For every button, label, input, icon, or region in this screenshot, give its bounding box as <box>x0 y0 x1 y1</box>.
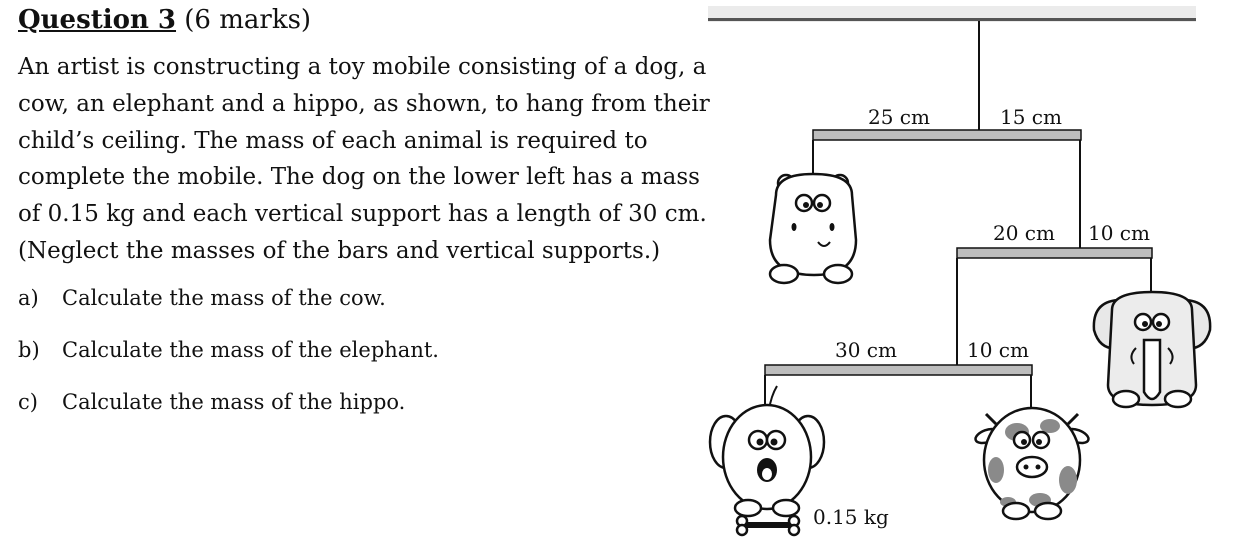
question-line: complete the mobile. The dog on the lower left has a mass <box>18 164 700 191</box>
top-bar-left-label: 25 cm <box>868 105 930 129</box>
hippo-icon <box>770 174 856 283</box>
part-label: a) <box>18 285 39 310</box>
part-label: b) <box>18 337 40 362</box>
question-line: An artist is constructing a toy mobile consisting of a dog, a <box>18 54 707 80</box>
part-text: Calculate the mass of the elephant. <box>62 337 439 362</box>
top-bar <box>813 130 1081 140</box>
dog-mass-label: 0.15 kg <box>813 505 889 529</box>
part-text: Calculate the mass of the cow. <box>62 285 386 310</box>
question-line: child’s ceiling. The mass of each animal is required to <box>18 127 648 154</box>
middle-bar <box>957 248 1152 258</box>
top-bar-right-label: 15 cm <box>1000 105 1062 129</box>
bottom-bar <box>765 365 1032 375</box>
question-marks: (6 marks) <box>184 5 312 35</box>
bottom-bar-left-label: 30 cm <box>835 338 897 362</box>
middle-bar-right-label: 10 cm <box>1088 221 1150 245</box>
ceiling <box>708 6 1196 22</box>
dog-icon <box>710 386 824 535</box>
question-line: (Neglect the masses of the bars and vertical supports.) <box>18 237 661 264</box>
middle-bar-left-label: 20 cm <box>993 221 1055 245</box>
elephant-icon <box>1094 292 1210 407</box>
part-text: Calculate the mass of the hippo. <box>62 389 406 414</box>
question-line: of 0.15 kg and each vertical support has a length of 30 cm. <box>18 201 707 228</box>
bottom-bar-right-label: 10 cm <box>967 338 1029 362</box>
part-label: c) <box>18 389 38 414</box>
question-line: cow, an elephant and a hippo, as shown, to hang from their <box>18 90 710 117</box>
question-number: Question 3 <box>18 5 177 35</box>
cow-icon <box>974 408 1091 519</box>
